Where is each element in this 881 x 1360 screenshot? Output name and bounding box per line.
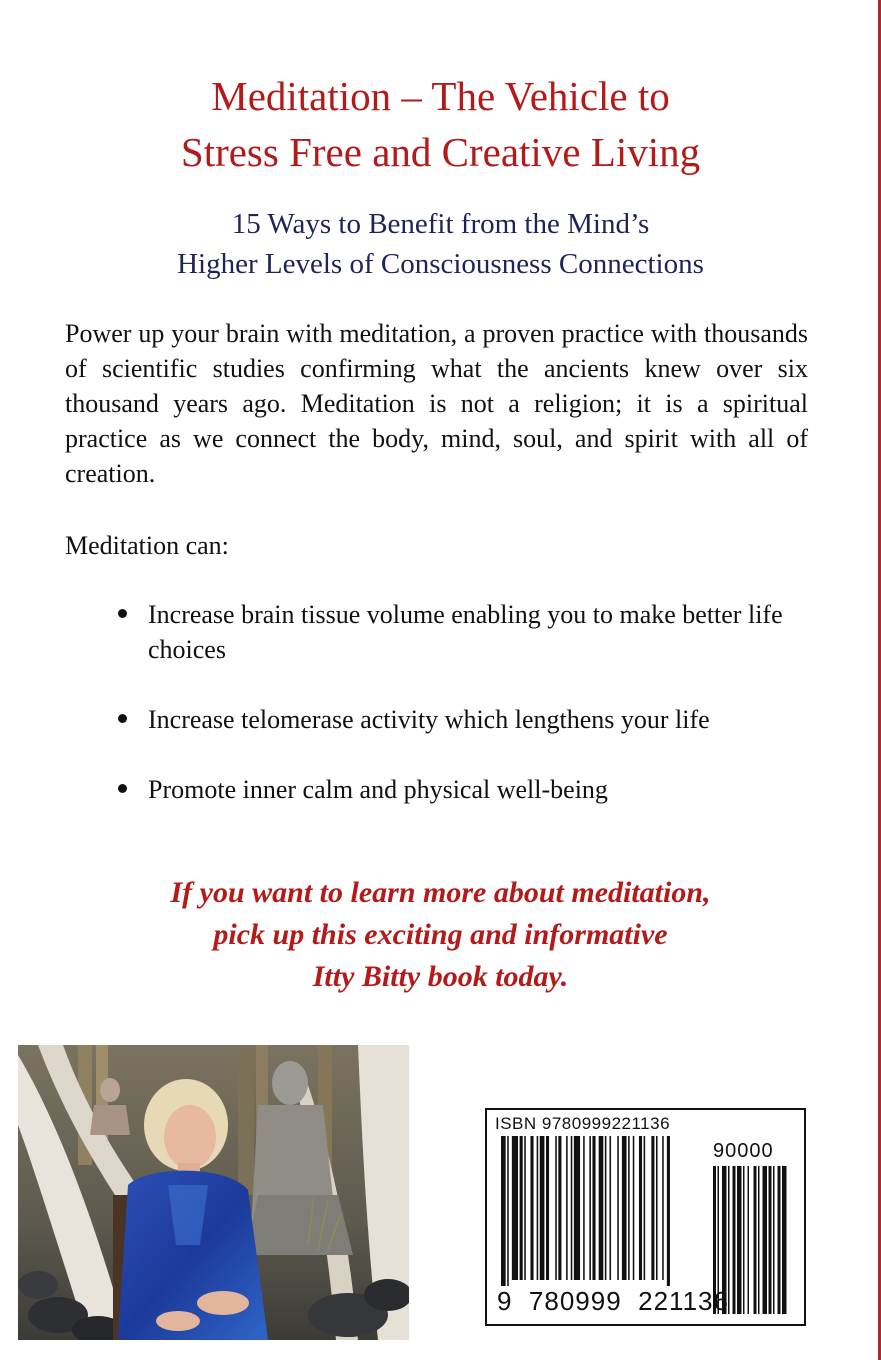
barcode-bar bbox=[662, 1136, 664, 1280]
cta-line-2: pick up this exciting and informative bbox=[213, 918, 668, 951]
barcode-bar bbox=[592, 1136, 595, 1280]
ean-left-digits: 780999 bbox=[528, 1286, 622, 1316]
barcode-bar bbox=[501, 1136, 506, 1286]
book-title bbox=[0, 68, 881, 180]
barcode-bar bbox=[633, 1136, 635, 1280]
addon-bar bbox=[763, 1166, 768, 1314]
ean-digits bbox=[497, 1286, 729, 1317]
barcode-bar bbox=[524, 1136, 526, 1280]
addon-bar bbox=[758, 1166, 760, 1314]
barcode-bar bbox=[540, 1136, 545, 1280]
barcode-bar bbox=[589, 1136, 591, 1280]
barcode-bar bbox=[599, 1136, 604, 1280]
addon-bar bbox=[773, 1166, 775, 1314]
barcode-bar bbox=[537, 1136, 539, 1280]
book-subtitle bbox=[0, 204, 881, 284]
addon-bar bbox=[754, 1166, 757, 1314]
benefit-text: Increase brain tissue volume enabling you to make better life choices bbox=[148, 600, 783, 664]
benefits-lead: Meditation can: bbox=[65, 531, 229, 560]
benefit-text: Promote inner calm and physical well-being bbox=[148, 775, 608, 804]
book-title-line-1: Meditation – The Vehicle to bbox=[211, 73, 670, 119]
cta-line-3: Itty Bitty book today. bbox=[312, 960, 569, 993]
bullet-dot-icon bbox=[118, 609, 127, 618]
benefit-item bbox=[148, 772, 828, 807]
ean-first-digit: 9 bbox=[497, 1286, 513, 1316]
addon-bar bbox=[733, 1166, 736, 1314]
isbn-label: ISBN 9780999221136 bbox=[495, 1114, 671, 1133]
isbn-barcode bbox=[485, 1108, 806, 1326]
barcode-bar bbox=[610, 1136, 612, 1280]
benefit-item bbox=[148, 702, 828, 737]
benefit-text: Increase telomerase activity which lengthens your life bbox=[148, 705, 710, 734]
ean-right-digits: 221136 bbox=[638, 1286, 729, 1316]
barcode-bar bbox=[574, 1136, 580, 1280]
barcode-bar bbox=[512, 1136, 518, 1280]
barcode-bar bbox=[605, 1136, 607, 1280]
cta-line-1: If you want to learn more about meditation, bbox=[170, 876, 711, 909]
benefit-item bbox=[148, 597, 828, 667]
barcode-bar bbox=[644, 1136, 646, 1280]
barcode-bar bbox=[583, 1136, 585, 1280]
barcode-bar bbox=[555, 1136, 557, 1280]
barcode-bar bbox=[558, 1136, 561, 1280]
bullet-dot-icon bbox=[118, 784, 127, 793]
author-photo bbox=[18, 1045, 409, 1340]
price-addon-number: 90000 bbox=[713, 1140, 774, 1162]
book-subtitle-line-1: 15 Ways to Benefit from the Mind’s bbox=[231, 208, 650, 240]
barcode-bar bbox=[667, 1136, 670, 1286]
addon-bar bbox=[737, 1166, 742, 1314]
addon-bar bbox=[748, 1166, 750, 1314]
barcode-bar bbox=[520, 1136, 523, 1280]
book-title-line-2: Stress Free and Creative Living bbox=[180, 129, 701, 175]
barcode-bar bbox=[651, 1136, 654, 1280]
intro-paragraph: Power up your brain with meditation, a proven practice with thousands of scientific studies confirming what the ancients knew over six thousand years ago. Meditation is not a religion; it is a spiritual practice as we connect the body, mind, soul, and spirit with all of creation. bbox=[65, 319, 808, 488]
addon-bar bbox=[743, 1166, 745, 1314]
barcode-bar bbox=[622, 1136, 627, 1280]
author-photo-illustration bbox=[18, 1045, 409, 1340]
addon-bar bbox=[778, 1166, 781, 1314]
barcode-bar bbox=[507, 1136, 509, 1286]
book-subtitle-line-2: Higher Levels of Consciousness Connections bbox=[177, 248, 704, 280]
addon-bar bbox=[782, 1166, 787, 1314]
barcode-bar bbox=[617, 1136, 619, 1280]
addon-bar bbox=[769, 1166, 772, 1314]
barcode-bar bbox=[656, 1136, 658, 1280]
barcode-bar bbox=[571, 1136, 573, 1280]
barcode-bar bbox=[628, 1136, 630, 1280]
barcode-bar bbox=[530, 1136, 533, 1280]
barcode-bar bbox=[566, 1136, 568, 1280]
barcode-bar bbox=[546, 1136, 549, 1280]
barcode-bar bbox=[639, 1136, 642, 1280]
bullet-dot-icon bbox=[118, 714, 127, 723]
call-to-action bbox=[0, 872, 881, 998]
